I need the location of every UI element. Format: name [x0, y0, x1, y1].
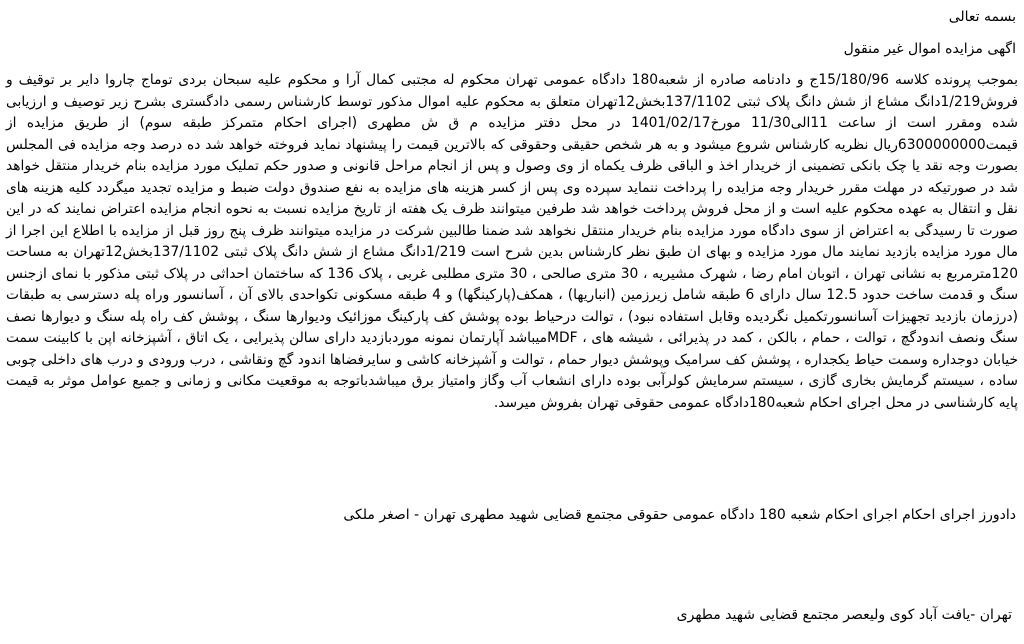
court-address: تهران -یافت آباد کوی ولیعصر مجتمع قضایی شهید مطهری [676, 607, 1012, 623]
notice-body-paragraph: بموجب پرونده کلاسه 15/180/96ج و دادنامه صادره از شعبه180 دادگاه عمومی تهران محکوم له مجتبی کمال آرا و محکوم علیه سبحان بردی توماج چاروا دایر بر توقیف و فروش1/219دانگ مشاع از شش دانگ پلاک ثبتی 137/1102بخش12تهران متعلق به محکوم علیه اموال مذکور توسط کارشناس رسمی دادگستری بشرح زیر توصیف و ارزیابی شده ومقرر است از ساعت 11الی11/30 مورخ1401/02/17 در محل دفتر مزایده م ق ش مطهری (اجرای احکام متمرکز طبقه سوم) از طریق مزایده از قیمت6300000000ریال نظریه کارشناس شروع میشود و به هر شخص حقیقی وحقوقی که بالاترین قیمت را پیشنهاد نماید فروخته خواهد شد ده درصد وجه مزایده فی المجلس بصورت وجه نقد یا چک بانکی تضمینی از خریدار اخذ و الباقی ظرف یکماه از وی وصول و پس از انجام مراحل قانونی و صدور حکم تملیک مورد مزایده بنام خریدار منتقل خواهد شد در صورتیکه در مهلت مقرر خریدار وجه مزایده را پرداخت ننماید سپرده وی پس از کسر هزینه های مزایده به نفع صندوق دولت ضبط و مزایده تجدید میگردد کلیه هزینه های نقل و انتقال به عهده محکوم علیه است و از محل فروش پرداخت خواهد شد طرفین میتوانند ظرف یک هفته از تاریخ مزایده نسبت به نحوه انجام مزایده اعتراض نمایند که در این صورت تا رسیدگی به اعتراض از سوی دادگاه مورد مزایده بنام خریدار منتقل نخواهد شد ضمنا طالبین شرکت در مزایده میتوانند ظرف پنج روز قبل از مزایده با اطلاع این اجرا از مال مورد مزایده بازدید نمایند مال مورد مزایده و بهای ان طبق نظر کارشناس بدین شرح است 1/219دانگ مشاع از شش دانگ پلاک ثبتی 137/1102بخش12تهران به مساحت 120مترمربع به نشانی تهران ، اتوبان امام رضا ، شهرک مشیریه ، 30 متری صالحی ، 30 متری مطلبی غربی ، پلاک 136 که ساختمان احداثی در پلاک ثبتی مذکور با نمای ازجنس سنگ و قدمت ساخت حدود 12.5 سال دارای 6 طبقه شامل زیرزمین (انباریها) ، همکف(پارکینگها) و 4 طبقه مسکونی تکواحدی بالای آن ، آسانسور وراه پله دسترسی به طبقات (درزمان بازدید تجهیزات آسانسورتکمیل نگردیده وقابل استفاده نبود) ، توالت درحیاط بوده پوشش کف پارکینگ موزائیک ودیوارها سنگ ، پوشش کف راه پله سنگ و دیوارها نصف سنگ ونصف اندودگچ ، توالت ، حمام ، بالکن ، کمد در پذیرائی ، شیشه های ، MDFمیباشد آپارتمان نمونه موردبازدید دارای سالن پذیرایی ، یک اتاق ، آشپزخانه اپن با کابینت سمت خیابان دوجداره وسمت حیاط یکجداره ، پوشش کف سرامیک وپوشش دیوار حمام ، توالت و آشپزخانه کاشی و سایرفضاها اندود گچ ونقاشی ، درب ورودی و درب های داخلی چوبی ساده ، سیستم گرمایش بخاری گازی ، سیستم سرمایش کولرآبی بوده دارای انشعاب آب وگاز وامتیاز برق میباشدباتوجه به موقعیت مکانی و زمانی و جمیع عوامل موثر به قیمت پایه کارشناسی در محل اجرای احکام شعبه180دادگاه عمومی حقوقی تهران بفروش میرسد. [6, 72, 1019, 411]
notice-title: اگهی مزایده اموال غیر منقول [843, 41, 1016, 57]
officer-signature-line: دادورز اجرای احکام اجرای احکام شعبه 180 دادگاه عمومی حقوقی مجتمع قضایی شهید مطهری تهران - اصغر ملکی [343, 507, 1016, 523]
notice-body [6, 70, 1018, 414]
basmala-heading: بسمه تعالی [948, 9, 1016, 25]
